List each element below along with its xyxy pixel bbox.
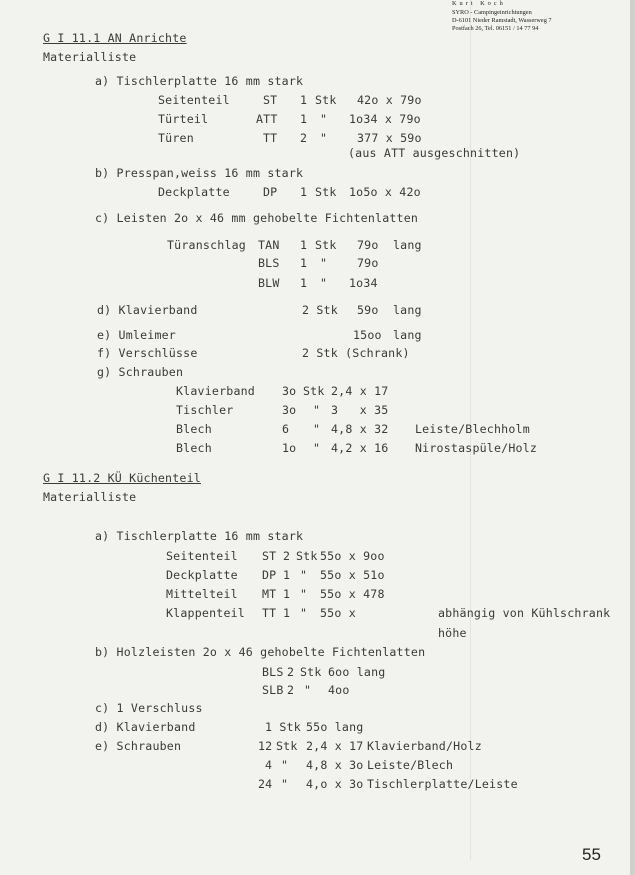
part-name: Blech: [176, 422, 212, 436]
part-code: MT: [262, 587, 277, 601]
part-qty: 2: [287, 665, 295, 679]
part-name: Türanschlag: [167, 238, 246, 252]
part-unit: ": [281, 758, 289, 772]
stamp-company: SYRO - Campingeinrichtungen: [452, 9, 532, 16]
part-code: ATT: [256, 112, 278, 126]
section-subtitle: Materialliste: [43, 50, 137, 64]
item-heading: b) Presspan,weiss 16 mm stark: [95, 166, 304, 180]
part-code: BLS: [262, 665, 284, 679]
part-extra: lang: [393, 303, 422, 317]
part-name: Seitenteil: [158, 93, 230, 107]
part-qty: 4: [265, 758, 273, 772]
part-extra: lang: [393, 328, 422, 342]
item-heading: d) Klavierband: [97, 303, 198, 317]
part-unit: Stk: [315, 185, 337, 199]
item-heading: g) Schrauben: [97, 365, 184, 379]
part-qty: 3o: [282, 384, 297, 398]
part-unit: ": [320, 276, 328, 290]
part-unit: ": [304, 683, 312, 697]
part-dimensions: 4,o x 3o: [306, 777, 364, 791]
part-dimensions: 1o5o x 42o: [349, 185, 421, 199]
part-qty: 1: [300, 276, 308, 290]
item-heading: c) 1 Verschluss: [95, 701, 203, 715]
part-dimensions: 1o34: [349, 276, 378, 290]
part-dimensions: 55o x 51o: [320, 568, 385, 582]
item-heading: e) Schrauben: [95, 739, 182, 753]
part-unit: Stk: [276, 739, 298, 753]
part-name: Türteil: [158, 112, 209, 126]
part-code: DP: [262, 568, 277, 582]
page-edge: [630, 0, 635, 875]
part-name: Seitenteil: [166, 549, 238, 563]
part-code: ST: [263, 93, 278, 107]
part-dimensions: 55o lang: [306, 720, 364, 734]
part-usage: Leiste/Blechholm: [415, 422, 530, 436]
part-dimensions: 3 x 35: [331, 403, 389, 417]
part-qty: 2: [287, 683, 295, 697]
part-dimensions: 377 x 59o: [357, 131, 422, 145]
part-qty: 1: [283, 606, 291, 620]
part-code: DP: [263, 185, 278, 199]
part-code: TT: [263, 131, 278, 145]
part-unit: ": [281, 777, 289, 791]
part-name: Tischler: [176, 403, 234, 417]
part-usage: Tischlerplatte/Leiste: [367, 777, 518, 791]
part-qty: 2 Stk (Schrank): [302, 346, 410, 360]
part-code: BLS: [258, 256, 280, 270]
part-unit: Stk: [296, 549, 318, 563]
part-unit: ": [300, 587, 308, 601]
part-dimensions: 4,8 x 32: [331, 422, 389, 436]
part-usage: Klavierband/Holz: [367, 739, 482, 753]
part-unit: ": [320, 131, 328, 145]
part-qty: 2 Stk: [302, 303, 338, 317]
part-name: Türen: [158, 131, 194, 145]
part-dimensions: 55o x 9oo: [320, 549, 385, 563]
part-dimensions: 55o x 478: [320, 587, 385, 601]
part-qty: 2: [300, 131, 308, 145]
part-qty: 1 Stk: [265, 720, 301, 734]
part-unit: Stk: [315, 93, 337, 107]
part-unit: ": [313, 422, 321, 436]
part-qty: 1: [300, 238, 308, 252]
part-unit: ": [313, 403, 321, 417]
part-name: Blech: [176, 441, 212, 455]
part-dimensions: 59o: [357, 303, 379, 317]
page-number: 55: [582, 845, 601, 864]
stamp-address: D-6101 Nieder Ramstadt, Wasserweg 7: [452, 17, 552, 24]
part-dimensions: 4,2 x 16: [331, 441, 389, 455]
part-unit: ": [313, 441, 321, 455]
part-qty: 1: [283, 568, 291, 582]
part-qty: 2: [283, 549, 291, 563]
item-heading: f) Verschlüsse: [97, 346, 198, 360]
part-qty: 1: [283, 587, 291, 601]
part-qty: 1o: [282, 441, 297, 455]
part-qty: 3o: [282, 403, 297, 417]
part-unit: ": [300, 568, 308, 582]
stamp-phone: Postfach 26, Tel. 06151 / 14 77 94: [452, 25, 539, 32]
part-name: Deckplatte: [158, 185, 230, 199]
item-heading: a) Tischlerplatte 16 mm stark: [95, 74, 304, 88]
note: (aus ATT ausgeschnitten): [348, 146, 521, 160]
note: höhe: [438, 626, 467, 640]
item-heading: a) Tischlerplatte 16 mm stark: [95, 529, 304, 543]
part-dimensions: 79o: [357, 238, 379, 252]
item-heading: e) Umleimer: [97, 328, 176, 342]
section-title: G I 11.1 AN Anrichte: [43, 31, 187, 45]
part-dimensions: 79o: [357, 256, 379, 270]
part-qty: 1: [300, 256, 308, 270]
note: abhängig von Kühlschrank: [438, 606, 611, 620]
part-unit: Stk: [300, 665, 322, 679]
part-code: BLW: [258, 276, 280, 290]
part-qty: 1: [300, 93, 308, 107]
part-dimensions: 2,4 x 17: [306, 739, 364, 753]
part-dimensions: 55o x: [320, 606, 356, 620]
part-unit: ": [320, 256, 328, 270]
item-heading: d) Klavierband: [95, 720, 196, 734]
section-subtitle: Materialliste: [43, 490, 137, 504]
item-heading: c) Leisten 2o x 46 mm gehobelte Fichtenlatten: [95, 211, 419, 225]
part-dimensions: 4,8 x 3o: [306, 758, 364, 772]
section-title: G I 11.2 KÜ Küchenteil: [43, 471, 201, 485]
part-unit: ": [300, 606, 308, 620]
part-name: Klappenteil: [166, 606, 245, 620]
part-name: Mittelteil: [166, 587, 238, 601]
part-unit: Stk: [315, 238, 337, 252]
item-heading: b) Holzleisten 2o x 46 gehobelte Fichtenlatten: [95, 645, 426, 659]
part-name: Klavierband: [176, 384, 255, 398]
part-dimensions: 42o x 79o: [357, 93, 422, 107]
part-qty: 1: [300, 112, 308, 126]
part-qty: 6: [282, 422, 290, 436]
part-code: TAN: [258, 238, 280, 252]
part-code: TT: [262, 606, 277, 620]
part-dimensions: 1o34 x 79o: [349, 112, 421, 126]
part-dimensions: 2,4 x 17: [331, 384, 389, 398]
part-unit: ": [320, 112, 328, 126]
stamp-name: Kurt Koch: [452, 0, 506, 7]
part-code: SLB: [262, 683, 284, 697]
part-unit: Stk: [303, 384, 325, 398]
part-code: ST: [262, 549, 277, 563]
part-qty: 12: [258, 739, 273, 753]
part-usage: Nirostaspüle/Holz: [415, 441, 538, 455]
part-usage: Leiste/Blech: [367, 758, 454, 772]
part-extra: lang: [393, 238, 422, 252]
part-qty: 1: [300, 185, 308, 199]
part-qty: 24: [258, 777, 273, 791]
part-dimensions: 4oo: [328, 683, 350, 697]
part-name: Deckplatte: [166, 568, 238, 582]
part-dimensions: 15oo: [353, 328, 382, 342]
part-dimensions: 6oo lang: [328, 665, 386, 679]
